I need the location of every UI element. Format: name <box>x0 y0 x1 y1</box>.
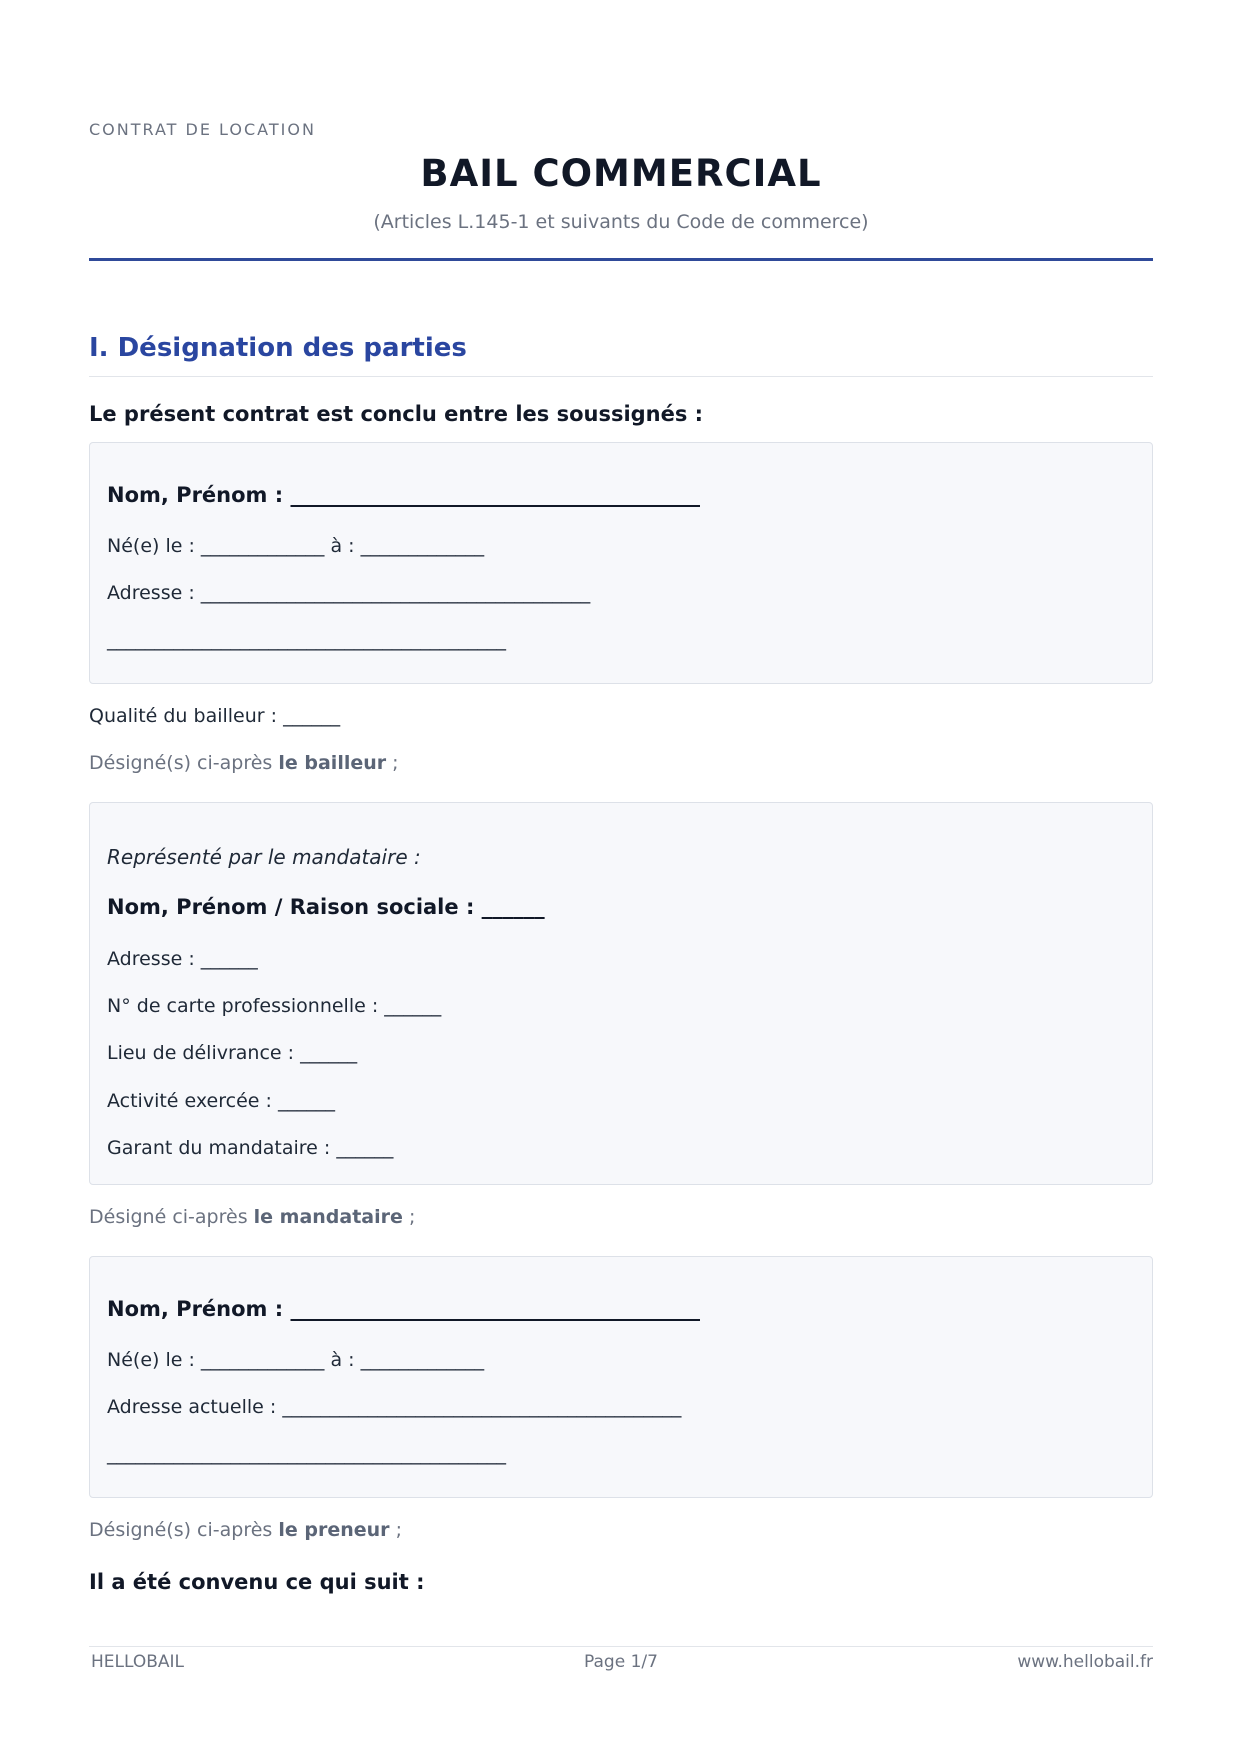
designation-preneur: Désigné(s) ci-après le preneur ; <box>89 1519 403 1541</box>
footer-website-link[interactable]: www.hellobail.fr <box>1017 1652 1153 1672</box>
bailleur-address-line2[interactable]: __________________________________________ <box>107 629 506 651</box>
document-subtitle: (Articles L.145-1 et suivants du Code de commerce) <box>373 211 869 233</box>
preneur-address-field[interactable]: Adresse actuelle : __________________________________________ <box>107 1396 682 1418</box>
preneur-name-field[interactable]: Nom, Prénom : _______________________________________ <box>107 1297 700 1321</box>
mandataire-card-number-field[interactable]: N° de carte professionnelle : ______ <box>107 995 442 1017</box>
section-title: I. Désignation des parties <box>89 333 467 363</box>
designation-bailleur: Désigné(s) ci-après le bailleur ; <box>89 752 399 774</box>
mandataire-name-field[interactable]: Nom, Prénom / Raison sociale : ______ <box>107 895 545 919</box>
bailleur-address-field[interactable]: Adresse : _________________________________________ <box>107 582 591 604</box>
mandataire-intro: Représenté par le mandataire : <box>107 845 421 869</box>
footer-brand: HELLOBAIL <box>91 1652 185 1672</box>
document-title: BAIL COMMERCIAL <box>420 152 822 195</box>
designation-mandataire: Désigné ci-après le mandataire ; <box>89 1206 416 1228</box>
preneur-birth-field[interactable]: Né(e) le : _____________ à : _____________ <box>107 1349 485 1371</box>
agreement-heading: Il a été convenu ce qui suit : <box>89 1570 425 1594</box>
mandataire-card <box>89 802 1153 1185</box>
document-kicker: CONTRAT DE LOCATION <box>89 120 316 139</box>
bailleur-birth-field[interactable]: Né(e) le : _____________ à : _____________ <box>107 535 485 557</box>
mandataire-address-field[interactable]: Adresse : ______ <box>107 948 258 970</box>
page-number: Page 1/7 <box>584 1652 658 1672</box>
bailleur-quality-field[interactable]: Qualité du bailleur : ______ <box>89 705 341 727</box>
mandataire-activity-field[interactable]: Activité exercée : ______ <box>107 1090 335 1112</box>
title-divider <box>89 258 1153 261</box>
mandataire-issue-place-field[interactable]: Lieu de délivrance : ______ <box>107 1042 358 1064</box>
mandataire-guarantor-field[interactable]: Garant du mandataire : ______ <box>107 1137 394 1159</box>
bailleur-name-field[interactable]: Nom, Prénom : _______________________________________ <box>107 483 700 507</box>
parties-intro: Le présent contrat est conclu entre les soussignés : <box>89 402 704 426</box>
bailleur-card <box>89 442 1153 684</box>
section-divider <box>89 376 1153 377</box>
footer-divider <box>89 1646 1153 1647</box>
preneur-card <box>89 1256 1153 1498</box>
preneur-address-line2[interactable]: __________________________________________ <box>107 1443 506 1465</box>
